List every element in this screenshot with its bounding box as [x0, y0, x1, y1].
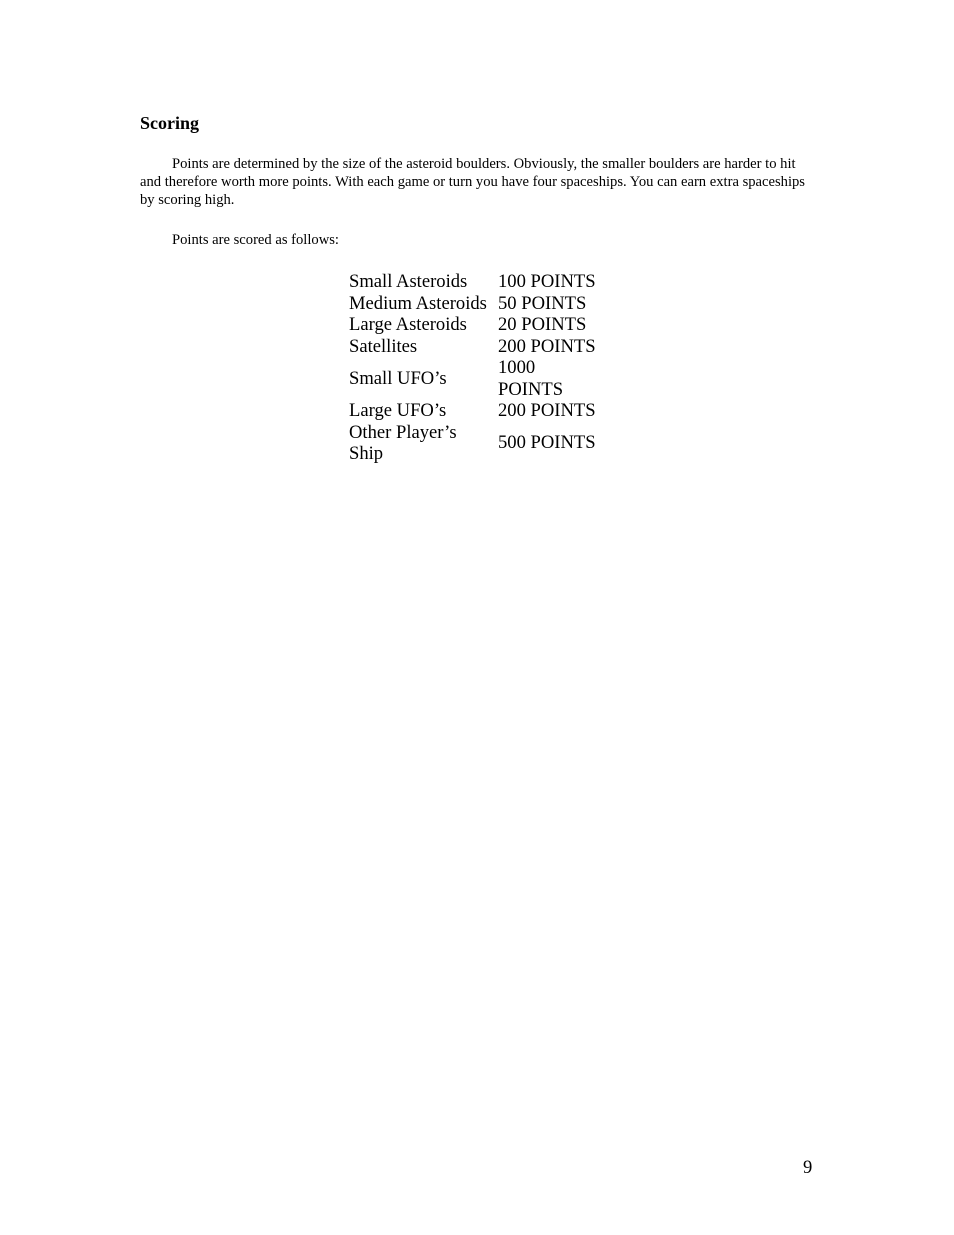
score-item: Large UFO’s	[349, 400, 447, 421]
score-item: Small UFO’s	[349, 367, 447, 389]
page-number: 9	[803, 1157, 813, 1178]
table-row	[345, 336, 604, 358]
score-points: 200 POINTS	[498, 335, 596, 357]
scoring-table	[345, 271, 604, 465]
score-item: Other Player’s Ship	[349, 421, 457, 464]
table-row	[345, 293, 604, 315]
score-points: 200 POINTS	[498, 400, 596, 421]
score-item: Large Asteroids	[349, 314, 467, 335]
score-points: 1000 POINTS	[498, 357, 564, 400]
table-row	[345, 400, 604, 422]
score-points: 20 POINTS	[498, 314, 587, 335]
table-row	[345, 422, 604, 465]
section-heading: Scoring	[140, 113, 200, 133]
score-item: Medium Asteroids	[349, 292, 487, 314]
score-item: Satellites	[349, 335, 418, 357]
score-item: Small Asteroids	[349, 271, 468, 292]
table-row	[345, 357, 604, 400]
score-points: 500 POINTS	[498, 432, 596, 454]
score-points: 100 POINTS	[498, 271, 596, 292]
score-points: 50 POINTS	[498, 292, 587, 314]
scoring-lead-text: Points are scored as follows:	[172, 232, 339, 248]
intro-paragraph: Points are determined by the size of the asteroid boulders. Obviously, the smaller boulders are harder to hit and therefore worth more points. With each game or turn you have four spaceships. You can earn extra spaceships by scoring high.	[140, 156, 805, 208]
table-row	[345, 314, 604, 336]
table-row	[345, 271, 604, 293]
